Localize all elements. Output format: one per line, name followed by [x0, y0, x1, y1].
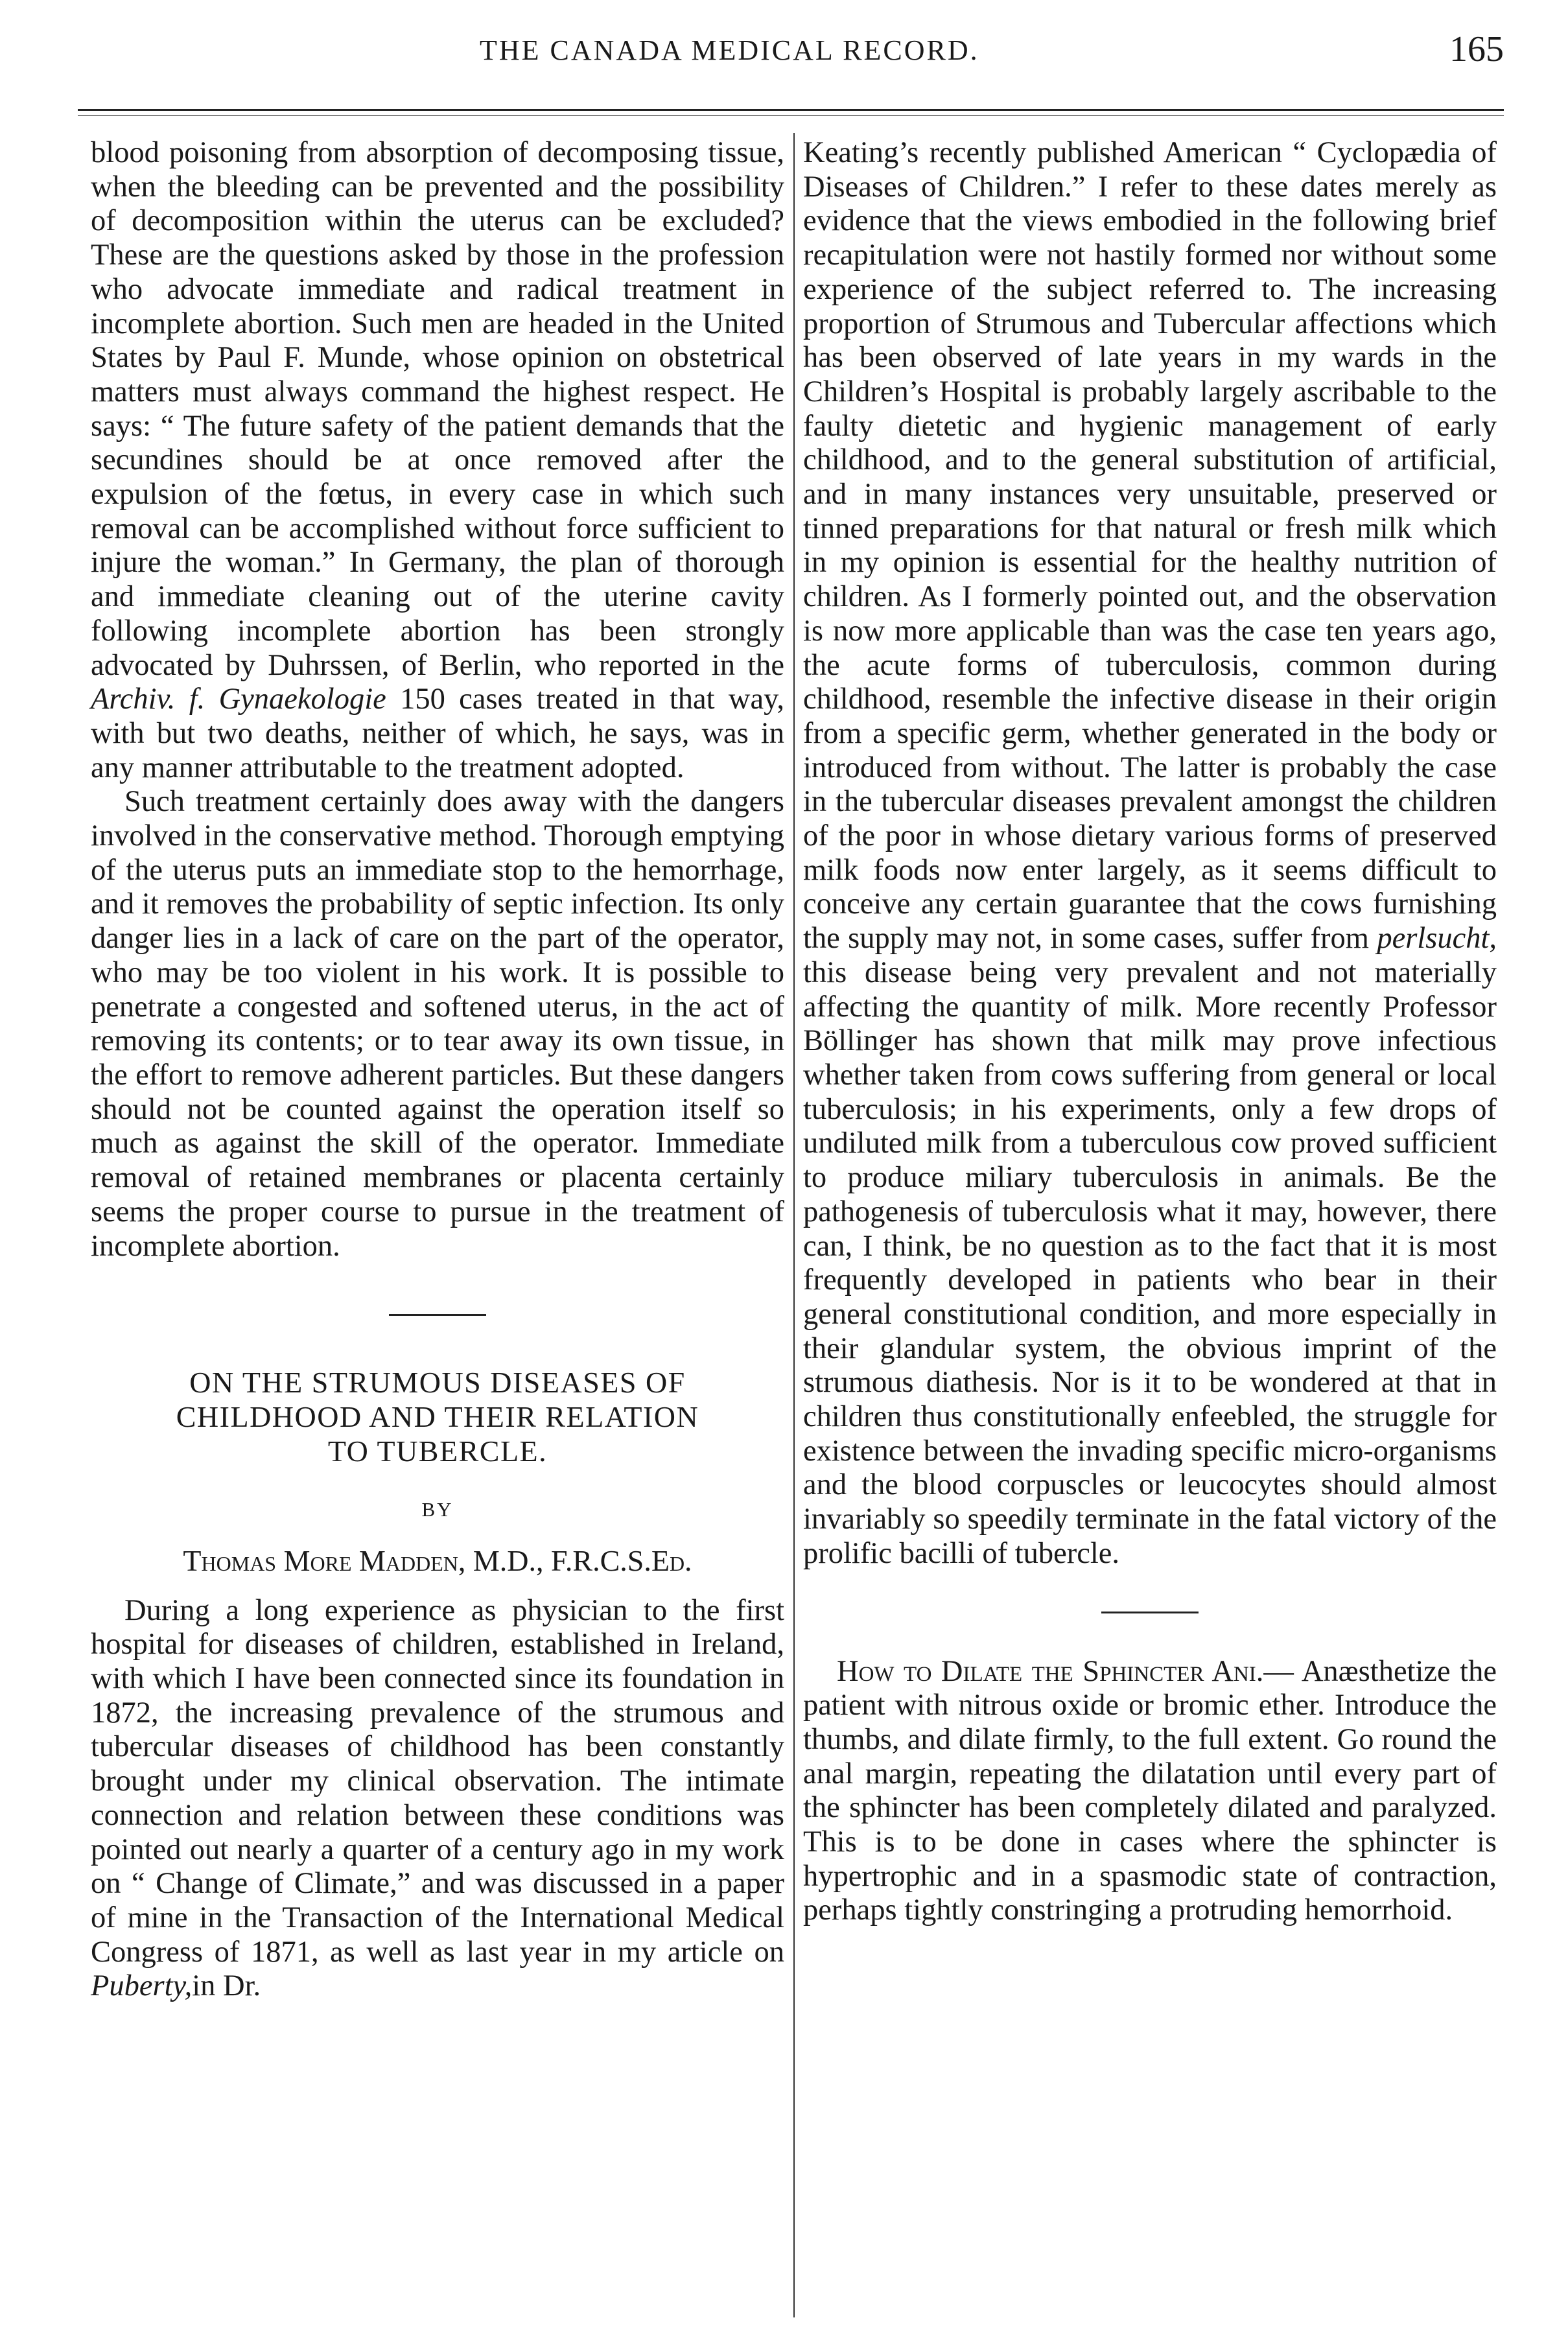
puberty-italic: Puberty,: [91, 1969, 193, 2003]
page-number: 165: [1449, 29, 1504, 69]
section-rule: [1101, 1612, 1199, 1613]
article-title-line: ON THE STRUMOUS DISEASES OF: [189, 1366, 686, 1400]
note-body: Anæsthetize the patient with nitrous oxide or bromic ether. Introduce the thumbs, and dilate firmly, to the full extent. Go round the anal margin, repeating the dilatation until every part of the sphincter has been completely dilated and paralyzed. This is to be done in cases where the sphincter is hypertrophic and in a spasmodic state of contraction, perhaps tightly constringing a protruding hemorrhoid.: [803, 1654, 1497, 1927]
byline-by: BY: [421, 1498, 454, 1521]
perlsucht-italic: perlsucht,: [1377, 922, 1497, 955]
note-paragraph: [803, 1655, 1497, 1929]
column-divider: [793, 133, 795, 2317]
paragraph: [91, 136, 784, 785]
author-name: Thomas More Madden, M.D., F.R.C.S.Ed.: [183, 1543, 692, 1577]
header-rule-thin: [78, 115, 1504, 116]
article-title-line: CHILDHOOD AND THEIR RELATION: [176, 1400, 699, 1434]
journal-name-italic: Archiv. f. Gynaekologie: [91, 683, 386, 716]
paragraph-text: 150 cases treated in that way, with but two deaths, neither of which, he says, was in any manner attributable to the treatment adopted.: [91, 683, 784, 784]
journal-title: THE CANADA MEDICAL RECORD.: [480, 34, 979, 66]
left-column: [91, 136, 784, 2004]
paragraph: Such treatment certainly does away with the dangers involved in the conservative method. Thorough emptying of the uterus puts an immediate stop to the hemorrhage, and it removes the probability of septic infection. Its only danger lies in a lack of care on the part of the operator, who may be too violent in his work. It is possible to penetrate a congested and softened uterus, in the act of removing its contents; or to tear away its own tissue, in the effort to remove adherent particles. But these dangers should not be counted against the operation itself so much as against the skill of the operator. Immediate removal of retained membranes or placenta certainly seems the proper course to pursue in the treatment of incomplete abortion.: [91, 785, 784, 1263]
paragraph-text: Keating’s recently published American “ Cyclopædia of Diseases of Children.” I refer to these dates merely as evidence that the views embodied in the following brief recapitulation were not hastily formed nor without some experience of the subject referred to. The increasing proportion of Strumous and Tubercular affections which has been observed of late years in my wards in the Children’s Hospital is probably largely ascribable to the faulty dietetic and hygienic management of early childhood, and to the general substitution of artificial, and in many instances very unsuitable, preserved or tinned preparations for that natural or fresh milk which in my opinion is essential for the healthy nutrition of children. As I formerly pointed out, and the observation is now more applicable than was the case ten years ago, the acute forms of tuberculosis, common during childhood, resemble the infective disease in their origin from a specific germ, whether generated in the body or introduced from without. The latter is probably the case in the tubercular diseases prevalent amongst the children of the poor in whose dietary various forms of preserved milk foods now enter largely, as it seems difficult to conceive any certain guarantee that the cows furnishing the supply may not, in some cases, suffer from: [803, 136, 1497, 955]
note-heading: How to Dilate the Sphincter Ani.—: [837, 1654, 1294, 1688]
article-title-line: TO TUBERCLE.: [327, 1435, 548, 1468]
paragraph-text: in Dr.: [192, 1969, 261, 2003]
paragraph-text: this disease being very prevalent and not materially affecting the quantity of milk. More recently Professor Böllinger has shown that milk may prove infectious whether taken from cows suffering from general or local tuberculosis; in his experiments, only a few drops of undiluted milk from a tuberculous cow proved sufficient to produce miliary tuberculosis in animals. Be the pathogenesis of tuberculosis what it may, however, there can, I think, be no question as to the fact that it is most frequently developed in patients who bear in their general constitutional condition, and more especially in their glandular system, the obvious imprint of the strumous diathesis. Nor is it to be wondered at that in children thus constitutionally enfeebled, the struggle for existence between the invading specific micro-organisms and the blood corpuscles or leucocytes should almost invariably so speedily terminate in the fatal victory of the prolific bacilli of tubercle.: [803, 955, 1497, 1570]
paragraph-text: During a long experience as physician to the first hospital for diseases of children, established in Ireland, with which I have been connected since its foundation in 1872, the increasing prevalence of the strumous and tubercular diseases of childhood has been constantly brought under my clinical observation. The intimate connection and relation between these conditions was pointed out nearly a quarter of a century ago in my work on “ Change of Climate,” and was discussed in a paper of mine in the Transaction of the International Medical Congress of 1871, as well as last year in my article on: [91, 1593, 784, 1969]
section-rule: [389, 1314, 486, 1316]
paragraph-text: blood poisoning from absorption of decomposing tissue, when the bleeding can be prevented and the possibility of decomposition within the uterus can be excluded? These are the questions asked by those in the profession who advocate immediate and radical treatment in incomplete abortion. Such men are headed in the United States by Paul F. Munde, whose opinion on obstetrical matters must always command the highest respect. He says: “ The future safety of the patient demands that the secundines should be at once removed after the expulsion of the fœtus, in every case in which such removal can be accomplished without force sufficient to injure the woman.” In Germany, the plan of thorough and immediate cleaning out of the uterine cavity following incomplete abortion has been strongly advocated by Duhrssen, of Berlin, who reported in the: [91, 136, 784, 682]
right-column: [803, 136, 1497, 1928]
paragraph: [91, 1594, 784, 2004]
header-rule: [78, 109, 1504, 111]
paragraph: [803, 136, 1497, 1571]
